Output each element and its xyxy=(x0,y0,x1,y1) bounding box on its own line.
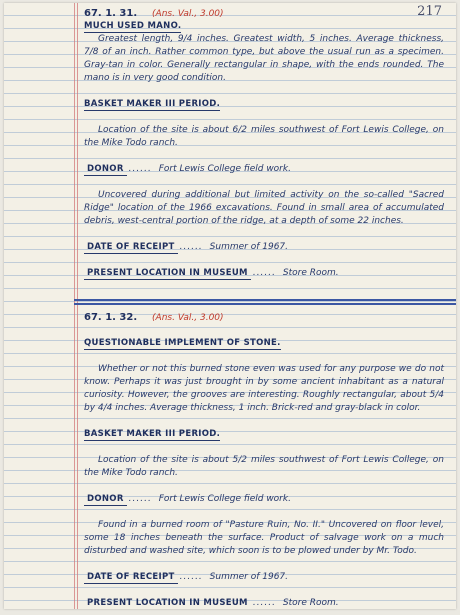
receipt-value: Summer of 1967. xyxy=(209,242,289,252)
site-location: Location of the site is about 6/2 miles southwest of Fort Lewis College, on the Mike Todo ranch. xyxy=(84,125,444,148)
catalog-header xyxy=(84,7,444,20)
appraised-value-note: (Ans. Val., 3.00) xyxy=(152,9,224,19)
donor-label: DONOR xyxy=(84,164,127,176)
spacer xyxy=(84,415,444,428)
ledger-page xyxy=(4,3,456,609)
period-row xyxy=(84,428,444,441)
spacer xyxy=(84,350,444,363)
find-context: Found in a burned room of "Pasture Ruin, No. II." Uncovered on floor level, some 18 inches beneath the surface. Product of salvage work on a much disturbed and washed site, which soon is to be plowed under by Mr. Todo. xyxy=(84,520,444,556)
spacer xyxy=(84,324,444,337)
catalog-header xyxy=(84,311,444,324)
margin-rule-right xyxy=(77,3,78,609)
find-context: Uncovered during additional but limited activity on the so-called "Sacred Ridge" location of the 1966 excavations. Found in small area of accumulated debris, west-central portion of the ridge, at a depth of some 22 inches. xyxy=(84,190,444,226)
receipt-row xyxy=(84,571,444,584)
entry-title: MUCH USED MANO. xyxy=(84,21,182,31)
receipt-label: DATE OF RECEIPT xyxy=(84,242,178,254)
museum-location-row xyxy=(84,597,444,609)
entry-divider xyxy=(74,299,456,301)
spacer xyxy=(84,506,444,519)
donor-value: Fort Lewis College field work. xyxy=(158,494,291,504)
catalog-number: 67. 1. 32. xyxy=(84,312,138,323)
receipt-label: DATE OF RECEIPT xyxy=(84,572,178,584)
receipt-value: Summer of 1967. xyxy=(209,572,289,582)
donor-row xyxy=(84,493,444,506)
period-heading: BASKET MAKER III PERIOD. xyxy=(84,99,221,109)
donor-label: DONOR xyxy=(84,494,127,506)
leader-dots: ...... xyxy=(128,164,152,174)
spacer xyxy=(84,441,444,454)
leader-dots: ...... xyxy=(252,268,276,278)
spacer xyxy=(84,111,444,124)
title-row xyxy=(84,20,444,33)
museum-location-row xyxy=(84,267,444,280)
museum-location-label: PRESENT LOCATION IN MUSEUM xyxy=(84,268,251,280)
title-row xyxy=(84,337,444,350)
spacer xyxy=(84,150,444,163)
catalog-entry xyxy=(84,7,444,280)
page-number: 217 xyxy=(417,4,442,19)
margin-rule-left xyxy=(74,3,75,609)
entry-description: Whether or not this burned stone even was used for any purpose we do not know. Perhaps it was just brought in by some ancient inhabitant as a natural curiosity. However, the grooves are interesting. Roughly rectangular, about 5/4 by 4/4 inches. Average thickness, 1 inch. Brick-red and gray-black in color. xyxy=(84,364,444,413)
site-location: Location of the site is about 5/2 miles southwest of Fort Lewis College, on the Mike Todo ranch. xyxy=(84,455,444,478)
donor-value: Fort Lewis College field work. xyxy=(158,164,291,174)
leader-dots: ...... xyxy=(179,242,203,252)
leader-dots: ...... xyxy=(179,572,203,582)
spacer xyxy=(84,176,444,189)
catalog-number: 67. 1. 31. xyxy=(84,8,138,19)
spacer xyxy=(84,228,444,241)
appraised-value-note: (Ans. Val., 3.00) xyxy=(152,313,224,323)
entry-title: QUESTIONABLE IMPLEMENT OF STONE. xyxy=(84,338,281,348)
entry-description: Greatest length, 9/4 inches. Greatest width, 5 inches. Average thickness, 7/8 of an inch. Rather common type, but above the usual run as a specimen. Gray-tan in color. Generally rectangular in shape, with the ends rounded. The mano is in very good condition. xyxy=(84,34,444,83)
spacer xyxy=(84,558,444,571)
spacer xyxy=(84,584,444,597)
spacer xyxy=(84,480,444,493)
museum-location-label: PRESENT LOCATION IN MUSEUM xyxy=(84,598,251,609)
catalog-entry xyxy=(84,311,444,609)
donor-row xyxy=(84,163,444,176)
museum-location-value: Store Room. xyxy=(282,268,339,278)
period-heading: BASKET MAKER III PERIOD. xyxy=(84,429,221,439)
receipt-row xyxy=(84,241,444,254)
museum-location-value: Store Room. xyxy=(282,598,339,608)
spacer xyxy=(84,85,444,98)
spacer xyxy=(84,254,444,267)
leader-dots: ...... xyxy=(128,494,152,504)
period-row xyxy=(84,98,444,111)
leader-dots: ...... xyxy=(252,598,276,608)
